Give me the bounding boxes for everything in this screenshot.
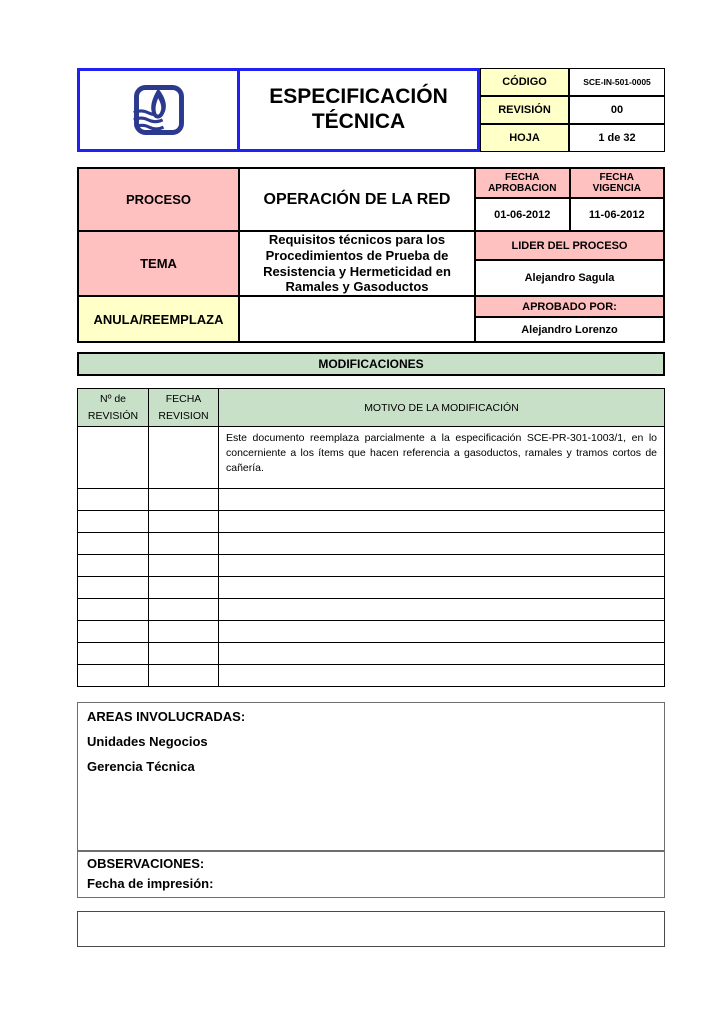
proceso-value: OPERACIÓN DE LA RED xyxy=(240,169,476,230)
areas-title: AREAS INVOLUCRADAS: xyxy=(87,709,246,724)
cell-num-revision xyxy=(78,555,149,576)
fecha-aprobacion-label-line2: APROBACION xyxy=(488,183,557,194)
table-row xyxy=(78,620,664,642)
list-item: Gerencia Técnica xyxy=(87,759,195,774)
cell-motivo xyxy=(219,665,664,686)
fecha-vigencia-label-line1: FECHA xyxy=(599,171,634,183)
list-item: Unidades Negocios xyxy=(87,734,208,749)
cell-num-revision xyxy=(78,489,149,510)
codigo-row xyxy=(481,69,664,95)
fecha-aprobacion-label-line1: FECHA xyxy=(505,171,540,183)
cell-fecha-revision xyxy=(149,427,219,488)
cell-fecha-revision xyxy=(149,511,219,532)
anula-row xyxy=(79,295,663,341)
table-row xyxy=(78,664,664,686)
fecha-vigencia-label xyxy=(571,169,664,197)
revision-label: REVISIÓN xyxy=(481,97,570,123)
lider-block xyxy=(476,232,663,295)
fecha-aprobacion-value: 01-06-2012 xyxy=(476,199,571,230)
table-row xyxy=(78,554,664,576)
cell-fecha-revision xyxy=(149,489,219,510)
hoja-label: HOJA xyxy=(481,125,570,151)
anula-label: ANULA/REEMPLAZA xyxy=(79,297,240,341)
table-row xyxy=(78,510,664,532)
document-title-line2: TÉCNICA xyxy=(311,110,406,133)
observaciones-box xyxy=(77,851,665,898)
cell-num-revision xyxy=(78,643,149,664)
revision-row xyxy=(481,95,664,123)
cell-fecha-revision xyxy=(149,621,219,642)
table-row xyxy=(78,642,664,664)
proceso-row xyxy=(79,169,663,230)
aprobado-label: APROBADO POR: xyxy=(476,297,663,318)
lider-label: LIDER DEL PROCESO xyxy=(476,232,663,261)
logo-cell xyxy=(80,71,240,149)
header-meta-table xyxy=(480,68,665,152)
table-row xyxy=(78,576,664,598)
cell-num-revision xyxy=(78,427,149,488)
col-header-num-line2: REVISIÓN xyxy=(87,409,139,422)
table-row xyxy=(78,598,664,620)
fechas-block xyxy=(476,169,663,230)
col-header-num-line1: Nº de xyxy=(99,393,126,406)
fecha-aprobacion-label xyxy=(476,169,571,197)
cell-motivo xyxy=(219,511,664,532)
hoja-value: 1 de 32 xyxy=(598,132,636,144)
col-header-num-revision xyxy=(78,389,149,426)
col-header-motivo: MOTIVO DE LA MODIFICACIÓN xyxy=(364,401,519,414)
modificaciones-table xyxy=(77,388,665,687)
hoja-row xyxy=(481,123,664,151)
fecha-vigencia-label-line2: VIGENCIA xyxy=(592,183,641,194)
fecha-vigencia-value: 11-06-2012 xyxy=(588,208,645,221)
col-header-fecha-line1: FECHA xyxy=(165,393,202,406)
aprobado-value: Alejandro Lorenzo xyxy=(521,323,618,336)
table-row xyxy=(78,532,664,554)
col-header-fecha-line2: REVISION xyxy=(158,409,209,422)
document-title-line1: ESPECIFICACIÓN xyxy=(269,85,448,109)
revision-value: 00 xyxy=(610,104,624,116)
cell-motivo: Este documento reemplaza parcialmente a la especificación SCE-PR-301-1003/1, en lo concerniente a los ítems que hacen referencia a gasoductos, ramales y tramos cortos de cañería. xyxy=(226,432,657,474)
areas-involucradas-box xyxy=(77,702,665,851)
table-row xyxy=(78,426,664,488)
company-logo-icon xyxy=(130,83,188,137)
document-title xyxy=(240,71,477,149)
table-row xyxy=(78,488,664,510)
info-table xyxy=(77,167,665,343)
fecha-impresion-label: Fecha de impresión: xyxy=(87,876,214,891)
cell-fecha-revision xyxy=(149,577,219,598)
cell-motivo xyxy=(219,489,664,510)
cell-num-revision xyxy=(78,621,149,642)
modificaciones-bar: MODIFICACIONES xyxy=(77,352,665,376)
observaciones-title: OBSERVACIONES: xyxy=(87,856,205,871)
cell-motivo xyxy=(219,643,664,664)
cell-motivo xyxy=(219,599,664,620)
cell-num-revision xyxy=(78,577,149,598)
col-header-fecha-revision xyxy=(149,389,219,426)
tema-label: TEMA xyxy=(79,232,240,295)
footer-empty-box xyxy=(77,911,665,947)
cell-motivo xyxy=(219,577,664,598)
cell-num-revision xyxy=(78,511,149,532)
cell-num-revision xyxy=(78,665,149,686)
cell-motivo xyxy=(219,621,664,642)
header-title-block xyxy=(77,68,480,152)
aprobado-block xyxy=(476,297,663,341)
cell-fecha-revision xyxy=(149,643,219,664)
cell-motivo xyxy=(219,533,664,554)
cell-fecha-revision xyxy=(149,665,219,686)
header-table xyxy=(77,68,665,152)
codigo-label: CÓDIGO xyxy=(481,69,570,95)
cell-fecha-revision xyxy=(149,599,219,620)
mod-empty-rows xyxy=(78,488,664,686)
cell-num-revision xyxy=(78,533,149,554)
cell-num-revision xyxy=(78,599,149,620)
tema-row xyxy=(79,230,663,295)
codigo-value: SCE-IN-501-0005 xyxy=(583,77,651,87)
cell-fecha-revision xyxy=(149,555,219,576)
anula-value xyxy=(240,297,476,341)
modificaciones-header-row xyxy=(78,389,664,426)
lider-value: Alejandro Sagula xyxy=(524,272,615,284)
cell-motivo xyxy=(219,555,664,576)
proceso-label: PROCESO xyxy=(79,169,240,230)
tema-value: Requisitos técnicos para los Procedimientos de Prueba de Resistencia y Hermeticidad en Ramales y Gasoductos xyxy=(240,232,476,295)
cell-fecha-revision xyxy=(149,533,219,554)
